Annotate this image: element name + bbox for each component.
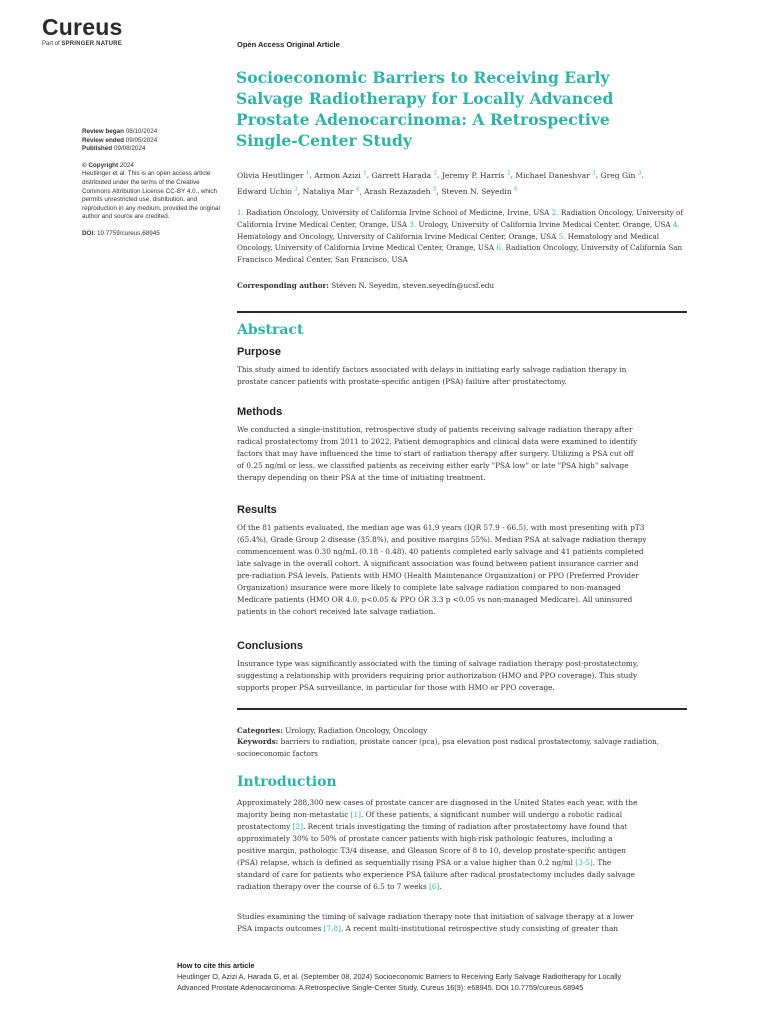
article-type: Open Access Original Article xyxy=(237,40,340,49)
review-ended-value: 09/05/2024 xyxy=(125,136,158,144)
doi-block xyxy=(82,230,227,239)
categories-value: Urology, Radiation Oncology, Oncology xyxy=(285,726,428,735)
text-line: late salvage in the overall cohort. A significant association was found between patient insurance carrier and xyxy=(237,559,639,568)
doi-link[interactable]: 10.7759/cureus.68945 xyxy=(97,229,160,237)
text-line: positive margin, pathologic T3/4 disease, and Gleason Score of 8 to 10, develop prostate-specific antigen xyxy=(237,846,626,855)
copyright-year: 2024 xyxy=(119,161,134,169)
purpose-text xyxy=(237,364,687,388)
affiliation-text: Hematology and Oncology, University of California Irvine Medical Center, Orange, USA xyxy=(237,231,559,241)
text-line: therapy depending on their PSA at the time of initiating treatment. xyxy=(237,473,486,482)
affiliation-number: 2. xyxy=(551,208,561,217)
author-name[interactable]: Michael Daneshvar $^3$ xyxy=(515,170,596,180)
article-title xyxy=(236,67,676,151)
text-line: Medicare patients (HMO OR 4.0, p<0.05 & PPO OR 3.3 p <0.05 vs non-managed Medicare). All uninsured xyxy=(237,595,633,604)
text-line: pre-radiation PSA levels. Patients with HMO (Health Maintenance Organization) or PPO (Preferred Provider xyxy=(237,571,639,580)
citation-link[interactable]: [6] xyxy=(429,882,440,891)
text-line: supports proper PSA surveillance, in particular for those with HMO or PPO coverage. xyxy=(237,683,555,692)
introduction-paragraph xyxy=(237,911,687,935)
license-text: Heutlinger et al. This is an open access article distributed under the terms of the Creative Commons Attribution License CC-BY 4.0., which permits unrestricted use, distribution, and reproduction in any medium, provided the original author and source are credited. xyxy=(82,170,220,221)
methods-text xyxy=(237,424,687,484)
text-line: (65.4%), Grade Group 2 disease (35.8%), and positive margins 55%). Median PSA at salvage radiation therapy xyxy=(237,535,647,544)
author-name[interactable]: Garrett Harada $^2$ xyxy=(371,170,438,180)
author-name[interactable]: Steven N. Seyedin $^6$ xyxy=(441,186,518,197)
author-affiliation-ref: 4 xyxy=(355,186,360,193)
author-affiliation-ref: 5 xyxy=(432,186,437,193)
affiliation-number: 4. xyxy=(672,219,680,229)
text-line: of 0.25 ng/ml or less, we classified patients as receiving either early "PSA low" or late "PSA high" salvage xyxy=(237,461,629,470)
purpose-heading: Purpose xyxy=(237,346,282,358)
text-line: standard of care for patients who experience PSA failure after radical prostatectomy includes daily salvage xyxy=(237,870,635,879)
keywords-value-cont: socioeconomic factors xyxy=(237,748,318,758)
review-ended-label: Review ended xyxy=(82,136,124,144)
copyright-label: © Copyright xyxy=(82,161,119,169)
results-heading: Results xyxy=(237,504,277,516)
text-line: suggesting a relationship with providers requiring prior authorization (HMO and PPO coverage). This study xyxy=(237,671,638,680)
author-affiliation-ref: 2 xyxy=(507,170,511,176)
published-value: 09/08/2024 xyxy=(113,145,146,153)
affiliation-text: Urology, University of California Irvine Medical Center, Orange, USA xyxy=(418,219,673,229)
text-line: (PSA) relapse, which is defined as sequentially rising PSA or a value higher than 0.2 ng/ml [3-5]. The xyxy=(237,858,612,867)
text-line: prostatectomy [2]. Recent trials investigating the timing of radiation after prostatectomy have found that xyxy=(237,822,628,831)
text-line: majority being non-metastatic [1]. Of these patients, a significant number will undergo a robotic radical xyxy=(237,810,623,819)
results-text xyxy=(237,522,687,618)
author-affiliation-ref: 3 xyxy=(294,186,298,193)
corresponding-contact[interactable]: Steven N. Seyedin, steven.seyedin@ucsf.edu xyxy=(331,281,495,290)
citation-link[interactable]: [7,8] xyxy=(323,924,341,933)
affiliation-text: Hematology and Medical Oncology, University of California Irvine Medical Center, Orange, USA xyxy=(237,231,660,253)
affiliation-text: Radiation Oncology, University of California San Francisco Medical Center, San Francisco, USA xyxy=(237,243,683,265)
citation-heading: How to cite this article xyxy=(177,961,255,970)
introduction-heading: Introduction xyxy=(237,774,337,790)
affiliation-number: 3. xyxy=(409,219,419,229)
logo-sub-brand: SPRINGER NATURE xyxy=(61,41,122,47)
text-line: Organization) insurance were more likely to complete late salvage radiation compared to non-managed xyxy=(237,583,621,592)
journal-logo[interactable] xyxy=(42,14,122,48)
author-affiliation-ref: 3 xyxy=(592,170,596,176)
affiliation-list xyxy=(237,207,689,266)
text-line: factors that may have influenced the time to start of radiation therapy after surgery. Utilizing a PSA cut off xyxy=(237,449,634,458)
citation-link[interactable]: [2] xyxy=(292,822,303,831)
author-name[interactable]: Edward Uchio $^3$ xyxy=(237,186,298,197)
title-line: Salvage Radiotherapy for Locally Advanced xyxy=(236,89,614,108)
categories-block xyxy=(237,725,687,759)
review-dates xyxy=(82,128,227,154)
affiliation-text: Radiation Oncology, University of California Irvine School of Medicine, Irvine, USA xyxy=(246,208,552,217)
divider xyxy=(237,708,687,710)
copyright-block xyxy=(82,162,227,222)
text-line: patients in the cohort received late salvage radiation. xyxy=(237,607,436,616)
logo-wordmark: Cureus xyxy=(42,14,123,40)
text-line: Approximately 288,300 new cases of prostate cancer are diagnosed in the United States each year, with the xyxy=(237,798,638,807)
author-name[interactable]: Arash Rezazadeh $^5$ xyxy=(364,186,437,197)
keywords-label: Keywords: xyxy=(237,737,279,747)
title-line: Socioeconomic Barriers to Receiving Early xyxy=(236,68,610,87)
review-began-value: 08/10/2024 xyxy=(125,128,158,135)
citation-line: Advanced Prostate Adenocarcinoma: A Retrospective Single-Center Study. Cureus 16(9): e68945. DOI 10.7759/cureus.68945 xyxy=(177,983,584,992)
text-line: Of the 81 patients evaluated, the median age was 61.9 years (IQR 57.9 - 66.5), with most presenting with pT3 xyxy=(237,523,645,532)
author-name[interactable]: Armon Azizi $^1$ xyxy=(314,170,367,180)
author-name[interactable]: Jeremy P. Harris $^2$ xyxy=(441,170,511,180)
citation-link[interactable]: [1] xyxy=(350,810,361,819)
text-line: approximately 30% to 50% of prostate cancer patients with high-risk pathologic features, including a xyxy=(237,834,613,843)
methods-heading: Methods xyxy=(237,406,283,418)
citation-footer xyxy=(177,960,707,993)
citation-link[interactable]: [3-5] xyxy=(575,858,593,867)
affiliation-text: Radiation Oncology, University of California Irvine Medical Center, Orange, USA xyxy=(237,208,684,229)
author-list: Olivia Heutlinger $^1$, Armon Azizi $^1$, Garrett Harada $^2$, Jeremy P. Harris $^2$, Michael Daneshvar $^3$, Greg Gin $^3$, Edward Uchio $^3$, Nataliya Mar $^4$, Arash Rezazadeh $^5$, Steven N. Seyedin $^6$ xyxy=(237,170,644,197)
author-affiliation-ref: 2 xyxy=(433,170,438,176)
text-line: PSA impacts outcomes [7,8]. A recent multi-institutional retrospective study consisting of greater than xyxy=(237,924,618,933)
author-name[interactable]: Greg Gin $^3$ xyxy=(600,170,642,180)
abstract-heading: Abstract xyxy=(237,322,304,338)
text-line: Studies examining the timing of salvage radiation therapy note that initiation of salvage therapy at a lower xyxy=(237,912,634,921)
article-meta xyxy=(82,128,227,239)
affiliation-number: 1. xyxy=(237,208,247,217)
text-line: radical prostatectomy from 2011 to 2022. Patient demographics and clinical data were examined to identify xyxy=(237,437,638,446)
author-affiliation-ref: 6 xyxy=(514,186,518,193)
review-began-label: Review began xyxy=(82,128,124,135)
doi-label: DOI: xyxy=(82,229,96,237)
logo-sub-prefix: Part of xyxy=(42,41,60,47)
conclusions-heading: Conclusions xyxy=(237,640,304,652)
affiliation-number: 5. xyxy=(558,231,568,241)
text-line: prostate cancer patients with prostate-specific antigen (PSA) failure after prostatectomy. xyxy=(237,377,567,386)
logo-subtitle xyxy=(42,40,122,48)
author-affiliation-ref: 3 xyxy=(637,170,642,176)
corresponding-label: Corresponding author: xyxy=(237,281,329,290)
categories-label: Categories: xyxy=(237,726,283,735)
title-line: Prostate Adenocarcinoma: A Retrospective xyxy=(236,110,610,129)
text-line: commencement was 0.30 ng/mL (0.18 - 0.48). 40 patients completed early salvage and 41 patients completed xyxy=(237,547,644,556)
author-name[interactable]: Olivia Heutlinger $^1$ xyxy=(237,170,310,180)
author-name[interactable]: Nataliya Mar $^4$ xyxy=(302,186,360,197)
text-line: This study aimed to identify factors associated with delays in initiating early salvage radiation therapy in xyxy=(237,365,627,374)
corresponding-author xyxy=(237,281,494,290)
conclusions-text xyxy=(237,658,687,694)
author-affiliation-ref: 1 xyxy=(363,170,367,176)
keywords-value: barriers to radiation, prostate cancer (pca), psa elevation post radical prostatectomy, salvage radiation, xyxy=(280,737,660,747)
title-line: Single-Center Study xyxy=(236,131,412,150)
affiliation-number: 6. xyxy=(496,243,506,253)
divider xyxy=(237,311,687,313)
text-line: We conducted a single-institution, retrospective study of patients receiving salvage radiation therapy after xyxy=(237,425,633,434)
text-line: Insurance type was significantly associated with the timing of salvage radiation therapy post-prostatectomy, xyxy=(237,659,639,668)
citation-line: Heutlinger O, Azizi A, Harada G, et al. (September 08, 2024) Socioeconomic Barriers to Receiving Early Salvage Radiotherapy for Locally xyxy=(177,972,622,981)
introduction-paragraph xyxy=(237,797,687,893)
published-label: Published xyxy=(82,145,113,153)
text-line: radiation therapy over the course of 6.5 to 7 weeks [6]. xyxy=(237,882,442,891)
author-affiliation-ref: 1 xyxy=(305,170,310,176)
